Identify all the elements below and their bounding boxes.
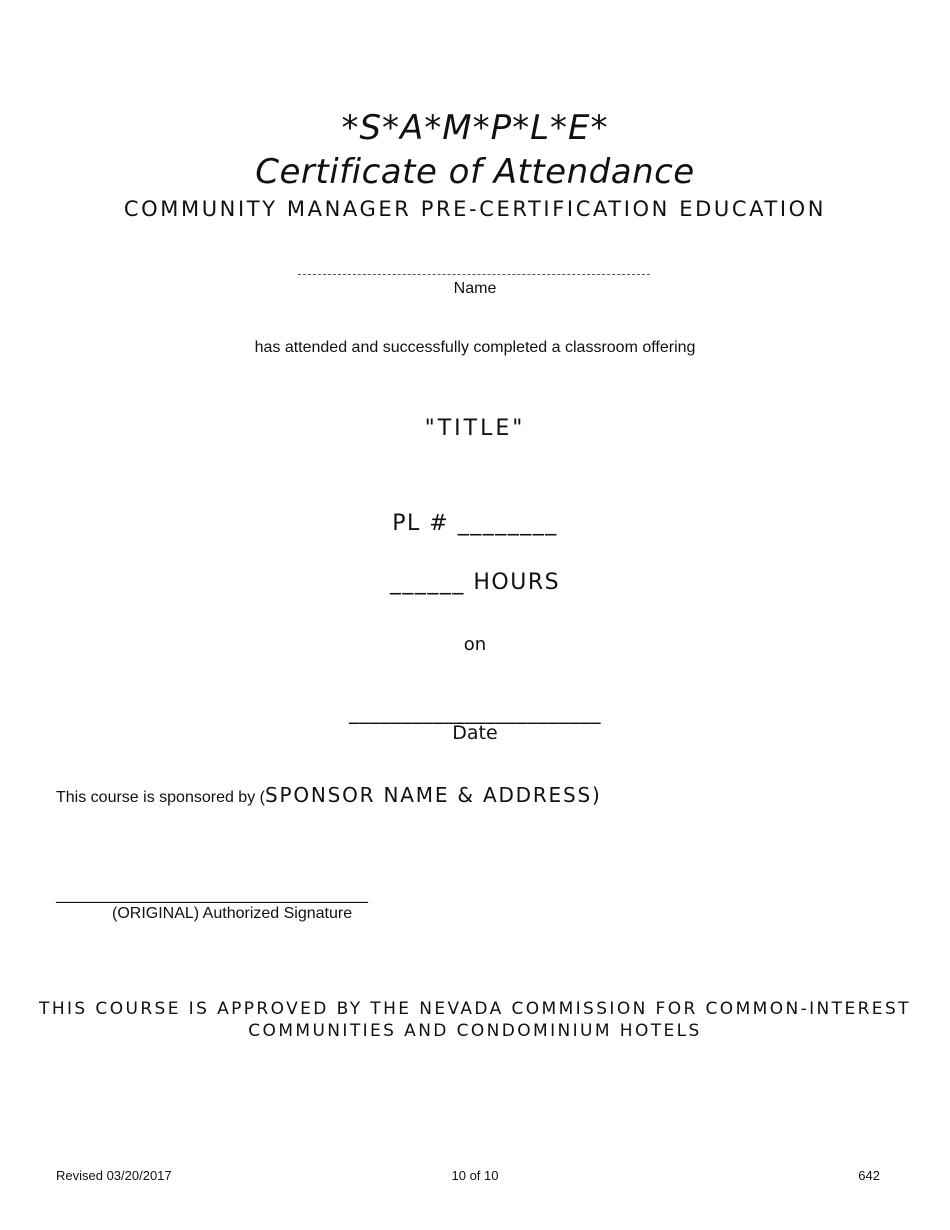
signature-blank-line: _______________________________________ [56,884,368,903]
course-title-placeholder: "TITLE" [424,416,526,441]
footer-page-number: 10 of 10 [451,1168,499,1183]
name-label: Name [453,280,497,297]
sample-heading: *S*A*M*P*L*E* [341,108,609,148]
date-label: Date [452,722,498,744]
certificate-title: Certificate of Attendance [255,152,695,192]
sponsor-statement [56,782,602,811]
name-signature-line [298,274,650,275]
footer-form-number: 642 [858,1168,880,1183]
approval-line-1: THIS COURSE IS APPROVED BY THE NEVADA COMMISSION FOR COMMON-INTEREST [39,999,911,1019]
pl-number-field: PL # ________ [392,511,558,536]
approval-statement [0,998,950,1042]
sponsor-name-placeholder: SPONSOR NAME & ADDRESS) [264,783,602,807]
footer-revised-date: Revised 03/20/2017 [56,1168,172,1183]
approval-line-2: COMMUNITIES AND CONDOMINIUM HOTELS [248,1021,702,1041]
program-subtitle: COMMUNITY MANAGER PRE-CERTIFICATION EDUCATION [123,197,827,221]
attendance-statement: has attended and successfully completed a classroom offering [254,339,696,356]
on-text: on [463,634,487,655]
sponsor-prefix: This course is sponsored by ( [56,789,265,806]
date-blank-line: ________________________ [349,700,601,724]
signature-label: (ORIGINAL) Authorized Signature [112,905,353,922]
hours-field: ______ HOURS [389,570,561,595]
